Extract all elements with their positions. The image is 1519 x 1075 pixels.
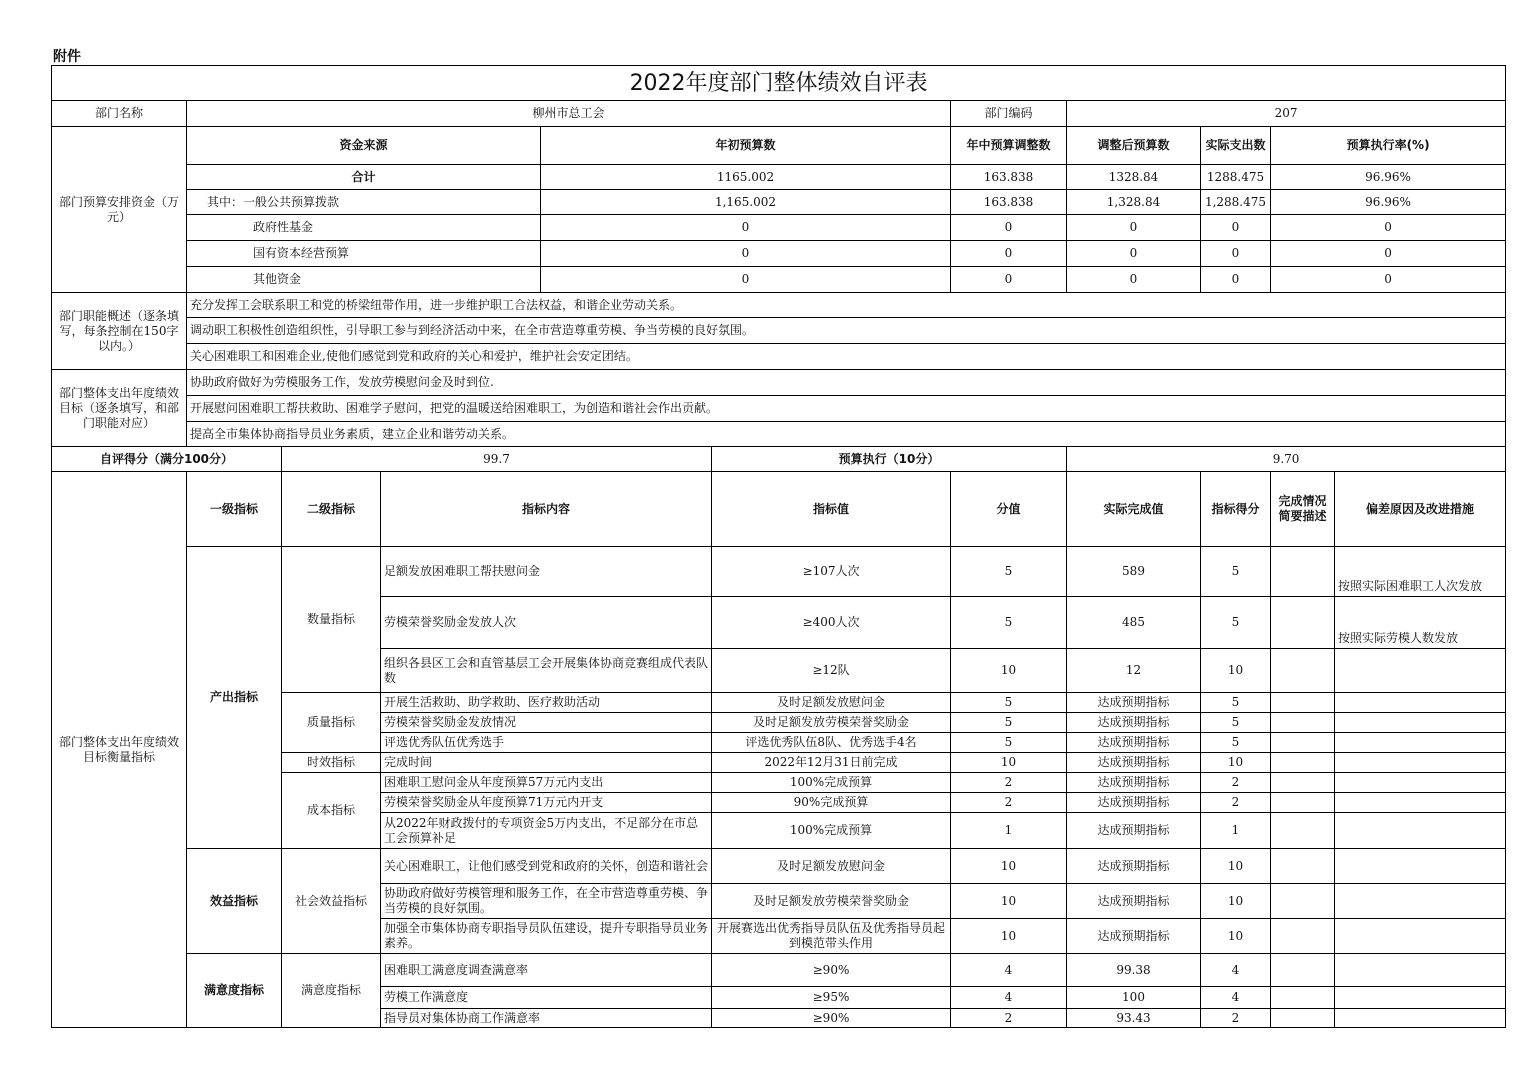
- functions-label: 部门职能概述（逐条填写，每条控制在150字以内。）: [52, 293, 187, 370]
- metric-actual: 达成预期指标: [1067, 753, 1201, 773]
- metric-note: [1335, 713, 1506, 733]
- metric-score: 2: [951, 1009, 1067, 1028]
- metric-got: 5: [1201, 597, 1271, 649]
- level1-satisfaction: 满意度指标: [187, 954, 282, 1028]
- metric-content: 从2022年财政拨付的专项资金5万内支出，不足部分在市总工会预算补足: [381, 813, 712, 849]
- metric-actual: 99.38: [1067, 954, 1201, 987]
- budget-section-label: 部门预算安排资金（万元）: [52, 127, 187, 293]
- level1-benefit: 效益指标: [187, 849, 282, 954]
- metric-score: 10: [951, 849, 1067, 884]
- metrics-header-level2: 二级指标: [282, 472, 381, 547]
- metric-desc: [1271, 753, 1335, 773]
- dept-name: 柳州市总工会: [187, 101, 951, 127]
- metric-note: [1335, 693, 1506, 713]
- metric-target: 90%完成预算: [712, 793, 951, 813]
- metric-content: 完成时间: [381, 753, 712, 773]
- metric-desc: [1271, 649, 1335, 693]
- metric-target: 评选优秀队伍8队、优秀选手4名: [712, 733, 951, 753]
- metric-got: 10: [1201, 884, 1271, 919]
- metric-target: 及时足额发放劳模荣誉奖励金: [712, 884, 951, 919]
- budget-header-initial: 年初预算数: [541, 127, 951, 165]
- metric-got: 5: [1201, 547, 1271, 597]
- metric-got: 10: [1201, 849, 1271, 884]
- level2-cost: 成本指标: [282, 773, 381, 849]
- metric-desc: [1271, 597, 1335, 649]
- metrics-header-got: 指标得分: [1201, 472, 1271, 547]
- metric-score: 5: [951, 693, 1067, 713]
- metric-actual: 达成预期指标: [1067, 693, 1201, 713]
- metric-score: 2: [951, 773, 1067, 793]
- metric-content: 劳模荣誉奖励金发放情况: [381, 713, 712, 733]
- self-evaluation-table: [51, 65, 1506, 1028]
- budget-row-initial: 0: [541, 215, 951, 241]
- metric-content: 开展生活救助、助学救助、医疗救助活动: [381, 693, 712, 713]
- metric-actual: 589: [1067, 547, 1201, 597]
- metric-actual: 12: [1067, 649, 1201, 693]
- goal-item: 提高全市集体协商指导员业务素质，建立企业和谐劳动关系。: [187, 422, 1506, 447]
- metric-target: 开展赛选出优秀指导员队伍及优秀指导员起到模范带头作用: [712, 919, 951, 954]
- metric-note: [1335, 919, 1506, 954]
- metric-content: 劳模荣誉奖励金从年度预算71万元内开支: [381, 793, 712, 813]
- metric-content: 组织各县区工会和直管基层工会开展集体协商竞赛组成代表队数: [381, 649, 712, 693]
- budget-row-initial: 1,165.002: [541, 190, 951, 215]
- budget-header-actual: 实际支出数: [1201, 127, 1271, 165]
- metric-note: [1335, 813, 1506, 849]
- budget-row-mid: 0: [951, 241, 1067, 267]
- metric-target: ≥107人次: [712, 547, 951, 597]
- metrics-header-content: 指标内容: [381, 472, 712, 547]
- metric-content: 困难职工慰问金从年度预算57万元内支出: [381, 773, 712, 793]
- metric-got: 10: [1201, 919, 1271, 954]
- budget-row-actual: 1288.475: [1201, 165, 1271, 190]
- metric-target: 100%完成预算: [712, 813, 951, 849]
- metric-note: [1335, 1009, 1506, 1028]
- metric-desc: [1271, 773, 1335, 793]
- level2-quality: 质量指标: [282, 693, 381, 753]
- metrics-header-score: 分值: [951, 472, 1067, 547]
- metric-got: 4: [1201, 954, 1271, 987]
- metric-content: 劳模荣誉奖励金发放人次: [381, 597, 712, 649]
- budget-row-adjusted: 0: [1067, 215, 1201, 241]
- metrics-header-actual: 实际完成值: [1067, 472, 1201, 547]
- metric-got: 2: [1201, 773, 1271, 793]
- metric-note: [1335, 649, 1506, 693]
- metrics-header-note: 偏差原因及改进措施: [1335, 472, 1506, 547]
- metric-desc: [1271, 849, 1335, 884]
- metric-content: 协助政府做好劳模管理和服务工作，在全市营造尊重劳模、争当劳模的良好氛围。: [381, 884, 712, 919]
- budget-row-source: 政府性基金: [187, 215, 541, 241]
- metric-actual: 达成预期指标: [1067, 713, 1201, 733]
- metric-desc: [1271, 813, 1335, 849]
- budget-row-actual: 1,288.475: [1201, 190, 1271, 215]
- metric-score: 5: [951, 713, 1067, 733]
- metrics-header-level1: 一级指标: [187, 472, 282, 547]
- budget-row-mid: 163.838: [951, 165, 1067, 190]
- metrics-section-label: 部门整体支出年度绩效目标衡量指标: [52, 472, 187, 1028]
- metric-target: ≥400人次: [712, 597, 951, 649]
- goal-item: 协助政府做好为劳模服务工作，发放劳模慰问金及时到位.: [187, 370, 1506, 396]
- level2-timeliness: 时效指标: [282, 753, 381, 773]
- function-item: 调动职工积极性创造组织性，引导职工参与到经济活动中来，在全市营造尊重劳模、争当劳模的良好氛围。: [187, 318, 1506, 344]
- metric-actual: 100: [1067, 987, 1201, 1009]
- metric-score: 2: [951, 793, 1067, 813]
- metric-content: 劳模工作满意度: [381, 987, 712, 1009]
- metric-desc: [1271, 884, 1335, 919]
- level2-quantity: 数量指标: [282, 547, 381, 693]
- metric-content: 指导员对集体协商工作满意率: [381, 1009, 712, 1028]
- metric-got: 4: [1201, 987, 1271, 1009]
- metric-desc: [1271, 954, 1335, 987]
- budget-row-mid: 0: [951, 267, 1067, 293]
- metric-note: [1335, 733, 1506, 753]
- budget-row-initial: 0: [541, 241, 951, 267]
- budget-row-rate: 0: [1271, 241, 1506, 267]
- metric-score: 10: [951, 884, 1067, 919]
- metric-actual: 485: [1067, 597, 1201, 649]
- budget-row-mid: 0: [951, 215, 1067, 241]
- dept-code-label: 部门编码: [951, 101, 1067, 127]
- budget-row-rate: 96.96%: [1271, 190, 1506, 215]
- metric-actual: 达成预期指标: [1067, 849, 1201, 884]
- metric-note: [1335, 849, 1506, 884]
- function-item: 关心困难职工和困难企业,使他们感觉到党和政府的关心和爱护，维护社会安定团结。: [187, 344, 1506, 370]
- budget-row-source: 其中：一般公共预算拨款: [187, 190, 541, 215]
- metric-content: 困难职工满意度调查满意率: [381, 954, 712, 987]
- budget-row-source: 国有资本经营预算: [187, 241, 541, 267]
- budget-header-rate: 预算执行率(%): [1271, 127, 1506, 165]
- metric-actual: 93.43: [1067, 1009, 1201, 1028]
- metric-desc: [1271, 793, 1335, 813]
- page-title: 2022年度部门整体绩效自评表: [52, 66, 1506, 101]
- budget-row-mid: 163.838: [951, 190, 1067, 215]
- metric-desc: [1271, 693, 1335, 713]
- budget-row-rate: 0: [1271, 215, 1506, 241]
- budget-row-rate: 96.96%: [1271, 165, 1506, 190]
- metric-got: 2: [1201, 793, 1271, 813]
- metric-note: 按照实际劳模人数发放: [1335, 597, 1506, 649]
- metric-note: [1335, 773, 1506, 793]
- metric-target: ≥95%: [712, 987, 951, 1009]
- metric-got: 10: [1201, 649, 1271, 693]
- budget-row-initial: 1165.002: [541, 165, 951, 190]
- goal-item: 开展慰问困难职工帮扶救助、困难学子慰问，把党的温暖送给困难职工，为创造和谐社会作出贡献。: [187, 396, 1506, 422]
- budget-row-actual: 0: [1201, 241, 1271, 267]
- metric-score: 10: [951, 753, 1067, 773]
- metric-target: 及时足额发放劳模荣誉奖励金: [712, 713, 951, 733]
- budget-row-rate: 0: [1271, 267, 1506, 293]
- metric-score: 4: [951, 987, 1067, 1009]
- metric-got: 1: [1201, 813, 1271, 849]
- budget-row-adjusted: 0: [1067, 267, 1201, 293]
- metric-content: 足额发放困难职工帮扶慰问金: [381, 547, 712, 597]
- level2-social-benefit: 社会效益指标: [282, 849, 381, 954]
- metric-content: 关心困难职工，让他们感受到党和政府的关怀，创造和谐社会: [381, 849, 712, 884]
- goals-label: 部门整体支出年度绩效目标（逐条填写，和部门职能对应）: [52, 370, 187, 447]
- metric-desc: [1271, 713, 1335, 733]
- metric-note: [1335, 753, 1506, 773]
- metric-target: ≥90%: [712, 1009, 951, 1028]
- budget-row-source: 其他资金: [187, 267, 541, 293]
- dept-code: 207: [1067, 101, 1506, 127]
- metrics-header-target: 指标值: [712, 472, 951, 547]
- budget-exec-label: 预算执行（10分）: [712, 447, 1067, 472]
- metric-note: [1335, 987, 1506, 1009]
- metric-actual: 达成预期指标: [1067, 773, 1201, 793]
- metric-score: 10: [951, 649, 1067, 693]
- budget-row-initial: 0: [541, 267, 951, 293]
- metric-actual: 达成预期指标: [1067, 733, 1201, 753]
- metric-desc: [1271, 733, 1335, 753]
- metric-score: 5: [951, 547, 1067, 597]
- budget-exec-value: 9.70: [1067, 447, 1506, 472]
- metric-desc: [1271, 1009, 1335, 1028]
- self-score-value: 99.7: [282, 447, 712, 472]
- metric-note: 按照实际困难职工人次发放: [1335, 547, 1506, 597]
- metric-score: 10: [951, 919, 1067, 954]
- level1-output: 产出指标: [187, 547, 282, 849]
- metric-desc: [1271, 987, 1335, 1009]
- metric-got: 5: [1201, 693, 1271, 713]
- metric-score: 4: [951, 954, 1067, 987]
- metric-content: 加强全市集体协商专职指导员队伍建设，提升专职指导员业务素养。: [381, 919, 712, 954]
- budget-row-actual: 0: [1201, 267, 1271, 293]
- budget-row-adjusted: 1328.84: [1067, 165, 1201, 190]
- attachment-label: 附件: [53, 49, 81, 65]
- metric-target: 100%完成预算: [712, 773, 951, 793]
- metric-desc: [1271, 919, 1335, 954]
- budget-row-adjusted: 1,328.84: [1067, 190, 1201, 215]
- metrics-header-desc: 完成情况简要描述: [1271, 472, 1335, 547]
- metric-desc: [1271, 547, 1335, 597]
- metric-score: 1: [951, 813, 1067, 849]
- metric-got: 10: [1201, 753, 1271, 773]
- budget-row-source: 合计: [187, 165, 541, 190]
- metric-actual: 达成预期指标: [1067, 919, 1201, 954]
- metric-target: 2022年12月31日前完成: [712, 753, 951, 773]
- metric-target: ≥12队: [712, 649, 951, 693]
- metric-target: 及时足额发放慰问金: [712, 693, 951, 713]
- metric-actual: 达成预期指标: [1067, 884, 1201, 919]
- self-score-label: 自评得分（满分100分）: [52, 447, 282, 472]
- metric-note: [1335, 793, 1506, 813]
- metric-content: 评选优秀队伍优秀选手: [381, 733, 712, 753]
- metric-score: 5: [951, 733, 1067, 753]
- metric-target: ≥90%: [712, 954, 951, 987]
- metric-note: [1335, 884, 1506, 919]
- dept-name-label: 部门名称: [52, 101, 187, 127]
- budget-header-source: 资金来源: [187, 127, 541, 165]
- budget-header-mid: 年中预算调整数: [951, 127, 1067, 165]
- metric-actual: 达成预期指标: [1067, 793, 1201, 813]
- budget-header-adjusted: 调整后预算数: [1067, 127, 1201, 165]
- metric-got: 5: [1201, 713, 1271, 733]
- level2-satisfaction: 满意度指标: [282, 954, 381, 1028]
- budget-row-adjusted: 0: [1067, 241, 1201, 267]
- budget-row-actual: 0: [1201, 215, 1271, 241]
- metric-target: 及时足额发放慰问金: [712, 849, 951, 884]
- metric-note: [1335, 954, 1506, 987]
- function-item: 充分发挥工会联系职工和党的桥梁纽带作用，进一步维护职工合法权益，和谐企业劳动关系。: [187, 293, 1506, 318]
- metric-got: 5: [1201, 733, 1271, 753]
- metric-actual: 达成预期指标: [1067, 813, 1201, 849]
- metric-got: 2: [1201, 1009, 1271, 1028]
- metric-score: 5: [951, 597, 1067, 649]
